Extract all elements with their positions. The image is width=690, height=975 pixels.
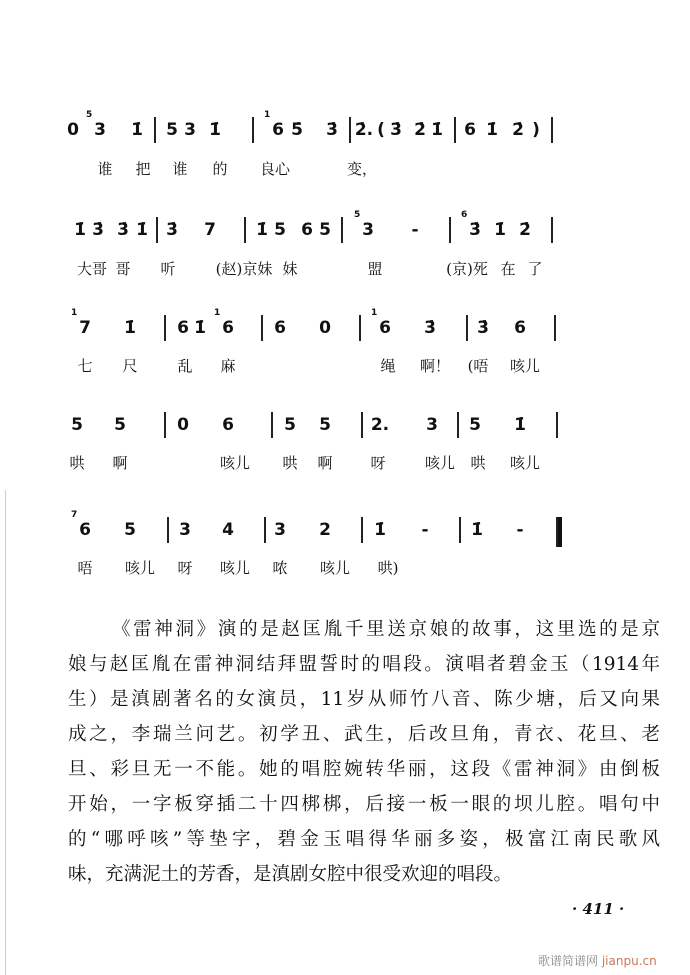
- note: 0: [319, 318, 331, 338]
- paragraph-line: 的“哪呼咳”等垫字，碧金玉唱得华丽多姿，极富江南民歌风: [68, 829, 660, 850]
- note: ): [532, 120, 540, 140]
- lyric: 哄): [377, 559, 399, 577]
- note: 1̇: [256, 220, 268, 240]
- lyric: 咳儿: [509, 357, 541, 375]
- lyric: 绳: [380, 357, 396, 375]
- note: 6: [222, 318, 234, 338]
- note: 5: [124, 520, 136, 540]
- barline: [349, 117, 351, 143]
- note: 5: [114, 415, 126, 435]
- note: 1̇: [131, 120, 143, 140]
- note: 3̇: [117, 220, 129, 240]
- note: 5: [469, 415, 481, 435]
- barline: [457, 412, 459, 438]
- lyric: 啊！: [419, 357, 451, 375]
- lyric: 尺: [122, 357, 138, 375]
- paragraph-line: 开始，一字板穿插二十四梆梆，后接一板一眼的坝儿腔。唱句中: [68, 794, 660, 815]
- lyric: 妹: [282, 260, 298, 278]
- lyric: 哄: [69, 454, 85, 472]
- barline: [556, 412, 558, 438]
- note: 3: [426, 415, 438, 435]
- note: 1̇: [194, 318, 206, 338]
- note: 5: [284, 415, 296, 435]
- lyric: 乱: [177, 357, 193, 375]
- watermark-cn: 歌谱简谱网: [538, 954, 599, 968]
- barline: [361, 517, 363, 543]
- note: 3: [274, 520, 286, 540]
- barline: [167, 517, 169, 543]
- note: 1̇: [374, 520, 386, 540]
- lyric: 听: [160, 260, 176, 278]
- watermark: [538, 952, 657, 969]
- lyric: 盟: [367, 260, 383, 278]
- paragraph-line: 成之，李瑞兰问艺。初学丑、武生，后改旦角，青衣、花旦、老: [68, 724, 660, 745]
- barline: [341, 217, 343, 243]
- note: 2.: [370, 415, 390, 435]
- grace-note: 1: [264, 110, 271, 120]
- page-number: · 411 ·: [572, 900, 625, 918]
- lyric: 麻: [220, 357, 236, 375]
- note: 6: [177, 318, 189, 338]
- note: 5̇: [291, 120, 303, 140]
- note: 4: [222, 520, 234, 540]
- note: 2̇: [512, 120, 524, 140]
- note: 2̇.: [354, 120, 374, 140]
- grace-note: 5: [354, 210, 361, 220]
- lyric: 哄: [470, 454, 486, 472]
- note: 1̇: [486, 120, 498, 140]
- note: 5: [319, 220, 331, 240]
- note: 3̇: [166, 220, 178, 240]
- barline: [449, 217, 451, 243]
- lyric: 哄: [282, 454, 298, 472]
- lyric: (唔: [467, 357, 489, 375]
- note: (: [377, 120, 385, 140]
- paragraph-line: 味，充满泥土的芳香，是滇剧女腔中很受欢迎的唱段。: [68, 864, 513, 885]
- note: -: [421, 520, 429, 540]
- lyric: 七: [77, 357, 93, 375]
- note: 3̇: [477, 318, 489, 338]
- note: 1̇: [431, 120, 443, 140]
- lyric: 咳儿: [424, 454, 456, 472]
- note: 1̇: [514, 415, 526, 435]
- grace-note: 1: [71, 308, 78, 318]
- grace-note: 1: [371, 308, 378, 318]
- note: 1̇: [74, 220, 86, 240]
- paragraph-line: 生）是滇剧著名的女演员，11岁从师竹八音、陈少塘，后又向果: [68, 689, 660, 710]
- lyric: 呀: [177, 559, 193, 577]
- lyric: 咳儿: [319, 559, 351, 577]
- grace-note: 6: [461, 210, 468, 220]
- barline: [154, 117, 156, 143]
- note: 1̇: [136, 220, 148, 240]
- note: 2: [319, 520, 331, 540]
- barline: [466, 315, 468, 341]
- note: 3̇: [390, 120, 402, 140]
- paragraph-line: 娘与赵匡胤在雷神洞结拜盟誓时的唱段。演唱者碧金玉（1914年: [68, 654, 660, 675]
- note: 3̇: [424, 318, 436, 338]
- lyric: 的: [212, 160, 228, 178]
- lyric: 啊: [112, 454, 128, 472]
- note: 3̇: [92, 220, 104, 240]
- grace-note: 1: [214, 308, 221, 318]
- lyric: (赵)京妹: [215, 260, 273, 278]
- note: 3: [179, 520, 191, 540]
- note: 0: [67, 120, 79, 140]
- barline: [244, 217, 246, 243]
- lyric: (京)死: [446, 260, 488, 278]
- watermark-en: jianpu.cn: [601, 954, 657, 968]
- lyric: 哝: [272, 559, 288, 577]
- lyric: 大哥: [76, 260, 108, 278]
- scan-edge-mark: [5, 490, 6, 975]
- note: 5: [319, 415, 331, 435]
- lyric: 咳儿: [219, 559, 251, 577]
- paragraph-line: 《雷神洞》演的是赵匡胤千里送京娘的故事，这里选的是京: [112, 619, 660, 640]
- lyric: 哥: [115, 260, 131, 278]
- note: 3̇: [326, 120, 338, 140]
- commentary-paragraph: [68, 612, 660, 892]
- note: -: [411, 220, 419, 240]
- lyric: 了: [527, 260, 543, 278]
- note: 1̇: [209, 120, 221, 140]
- barline: [359, 315, 361, 341]
- lyric: 啊: [317, 454, 333, 472]
- paragraph-line: 旦、彩旦无一不能。她的唱腔婉转华丽，这段《雷神洞》由倒板: [68, 759, 660, 780]
- barline: [271, 412, 273, 438]
- note: 3: [362, 220, 374, 240]
- note: 6: [272, 120, 284, 140]
- barline: [164, 412, 166, 438]
- note: 6: [464, 120, 476, 140]
- lyric: 谁: [172, 160, 188, 178]
- lyric: 咳儿: [509, 454, 541, 472]
- note: 6: [274, 318, 286, 338]
- lyric: 变，: [346, 160, 378, 178]
- barline: [454, 117, 456, 143]
- note: 6: [79, 520, 91, 540]
- barline: [361, 412, 363, 438]
- note: -: [516, 520, 524, 540]
- barline: [551, 117, 553, 143]
- barline: [156, 217, 158, 243]
- note: 5: [166, 120, 178, 140]
- note: 6: [222, 415, 234, 435]
- note: 0: [177, 415, 189, 435]
- barline: [261, 315, 263, 341]
- note: 1̇: [471, 520, 483, 540]
- lyric: 咳儿: [124, 559, 156, 577]
- note: 6: [514, 318, 526, 338]
- note: 7: [204, 220, 216, 240]
- lyric: 唔: [77, 559, 93, 577]
- lyric: 谁: [97, 160, 113, 178]
- barline: [551, 217, 553, 243]
- barline: [164, 315, 166, 341]
- note: 3: [94, 120, 106, 140]
- note: 2̇: [519, 220, 531, 240]
- note: 1̇: [124, 318, 136, 338]
- lyric: 良心: [259, 160, 291, 178]
- lyric: 咳儿: [219, 454, 251, 472]
- note: 3̇: [469, 220, 481, 240]
- barline: [554, 315, 556, 341]
- lyric: 在: [500, 260, 516, 278]
- barline: [264, 517, 266, 543]
- barline: [252, 117, 254, 143]
- note: 1̇: [494, 220, 506, 240]
- grace-note: 5: [86, 110, 93, 120]
- final-barline: [556, 517, 562, 547]
- note: 5: [274, 220, 286, 240]
- barline: [459, 517, 461, 543]
- note: 6: [379, 318, 391, 338]
- note: 5: [71, 415, 83, 435]
- lyric: 呀: [370, 454, 386, 472]
- lyric: 把: [135, 160, 151, 178]
- note: 2̇: [414, 120, 426, 140]
- note: 7: [79, 318, 91, 338]
- grace-note: 7: [71, 510, 78, 520]
- note: 6: [301, 220, 313, 240]
- note: 3: [184, 120, 196, 140]
